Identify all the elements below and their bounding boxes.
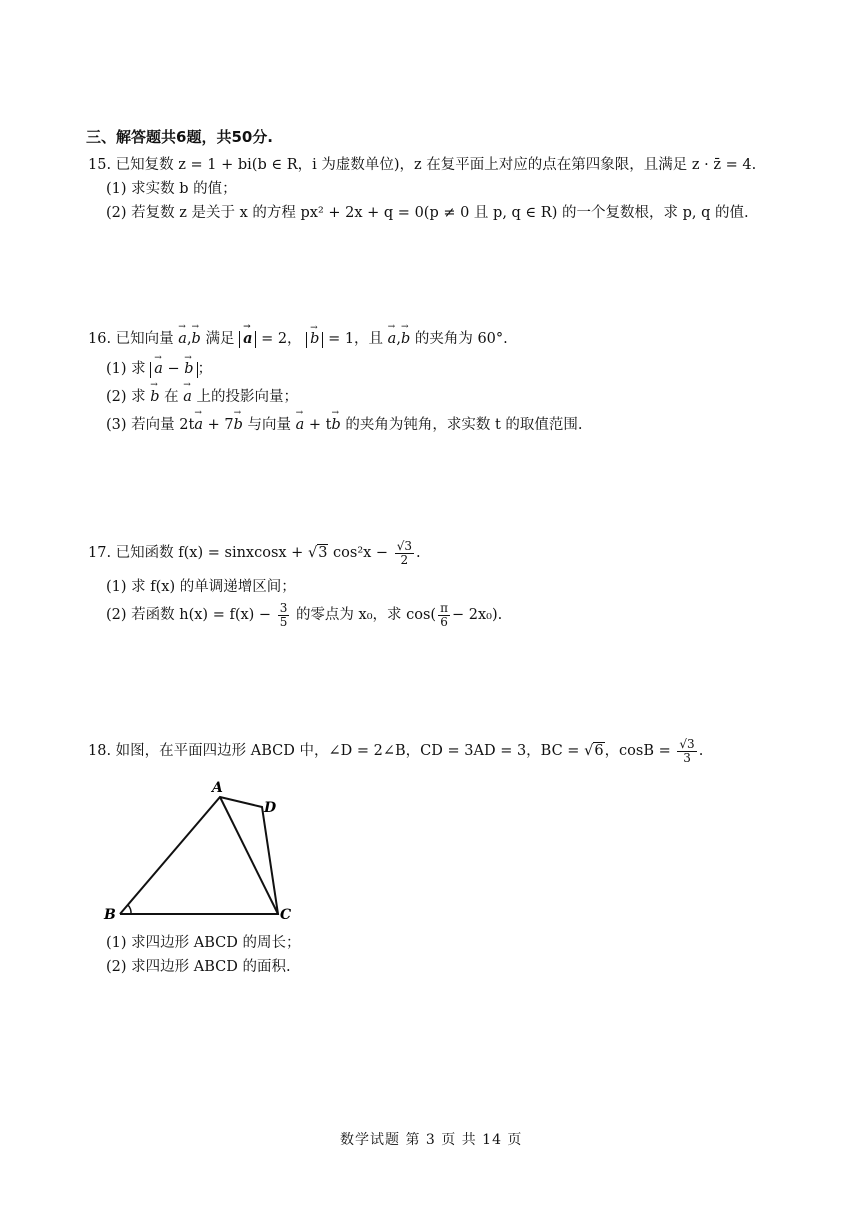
q17-part-2: (2) 若函数 h(x) = f(x) − $\frac{3}{5}$ 的零点为 x₀，求 cos( $\frac{\pi}{6}$ − 2x₀). [106, 601, 503, 629]
fraction-sqrt3-over-2: $\frac{√3}{2}$ [396, 539, 412, 567]
fraction-sqrt3-over-3: $\frac{√3}{3}$ [679, 737, 695, 765]
label-a: A [212, 780, 223, 796]
magnitude-b: → b [306, 332, 323, 348]
q18-part-1: (1) 求四边形 ABCD 的周长； [106, 935, 301, 951]
q17-stem: 17. 已知函数 f(x) = sinxcosx + √3 cos²x − $\frac{√3}{2}$ . [88, 539, 421, 567]
magnitude-a-minus-b: → a − → b [150, 362, 197, 378]
q15-part-1: (1) 求实数 b 的值； [106, 181, 237, 197]
label-d: D [264, 800, 277, 816]
q16-part-1: (1) 求 → a − → b ； [106, 360, 212, 378]
q18-stem: 18. 如图，在平面四边形 ABCD 中，∠D = 2∠B，CD = 3AD = 3，BC = √6，cosB = $\frac{√3}{3}$ . [88, 737, 704, 765]
angle-b-mark [128, 905, 131, 914]
q16-part-2: (2) 求 → b 在 → a 上的投影向量； [106, 388, 298, 406]
section-heading: 三、解答题共6题，共50分. [86, 128, 274, 146]
q15-stem: 15. 已知复数 z = 1 + bi(b ∈ R，i 为虚数单位)，z 在复平面上对应的点在第四象限，且满足 z · z̄ = 4. [88, 157, 757, 173]
fraction-3-over-5: $\frac{3}{5}$ [279, 601, 288, 629]
fraction-pi-over-6: $\frac{\pi}{6}$ [440, 601, 448, 629]
label-c: C [280, 907, 292, 923]
q18-part-2: (2) 求四边形 ABCD 的面积. [106, 959, 291, 975]
vector-b: → b [192, 330, 201, 348]
magnitude-a: → a [239, 331, 256, 348]
label-b: B [104, 907, 116, 923]
vector-a: → a [178, 330, 187, 348]
q15-part-2: (2) 若复数 z 是关于 x 的方程 px² + 2x + q = 0(p ≠ 0 且 p, q ∈ R) 的一个复数根，求 p, q 的值. [106, 205, 749, 221]
quadrilateral-outline [120, 797, 278, 914]
page-footer: 数学试题 第 3 页 共 14 页 [340, 1132, 523, 1148]
sqrt-3: √3 [307, 545, 328, 562]
sqrt-6: √6 [584, 743, 604, 760]
q16-stem: 16. 已知向量 → a,→ b 满足 → a = 2， → b = 1，且 → a,→ b 的夹角为 60°. [88, 330, 508, 348]
q16-part-3: (3) 若向量 2t→ a + 7→ b 与向量 → a + t→ b 的夹角为钝角，求实数 t 的取值范围. [106, 416, 583, 434]
quadrilateral-figure [96, 776, 306, 926]
q17-part-1: (1) 求 f(x) 的单调递增区间； [106, 579, 296, 595]
